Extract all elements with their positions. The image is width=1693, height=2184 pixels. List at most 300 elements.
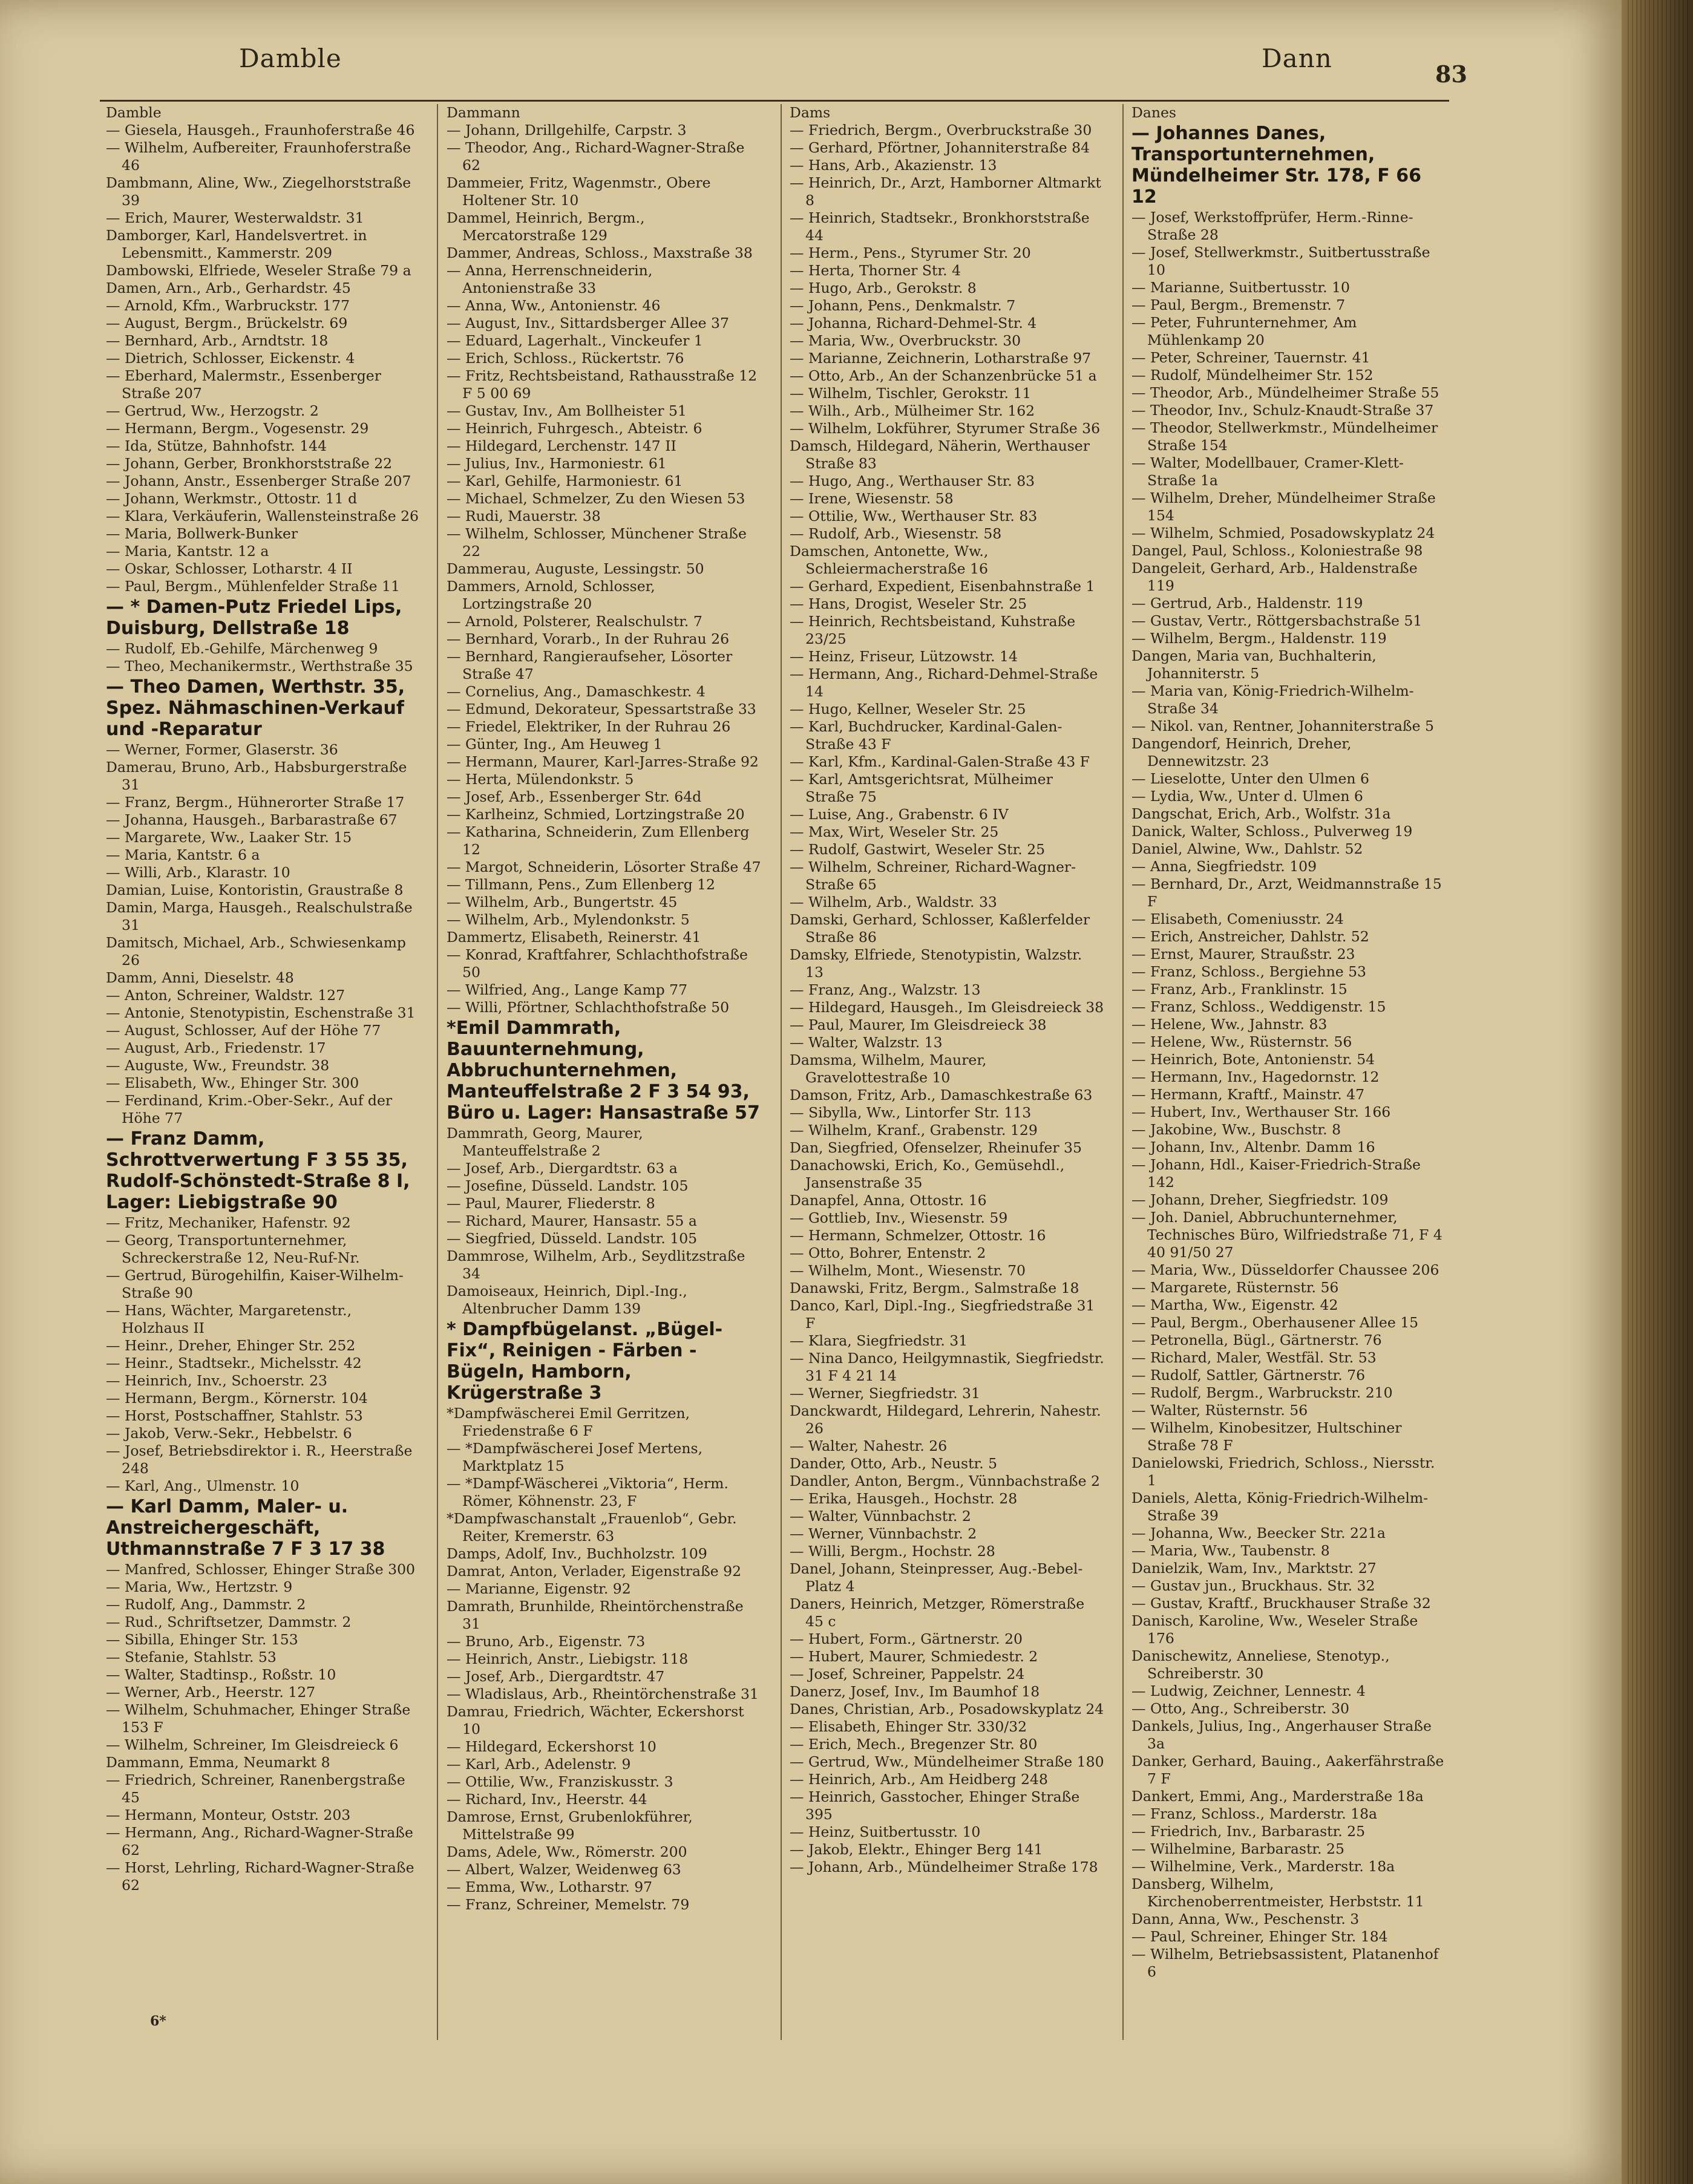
directory-entry: — Eduard, Lagerhalt., Vinckeufer 1 <box>447 332 703 349</box>
directory-entry: Damitsch, Michael, Arb., Schwiesenkamp 26 <box>106 934 406 969</box>
column-divider <box>781 104 782 2040</box>
directory-entry: Damsma, Wilhelm, Maurer, Gravelottestraße 10 <box>790 1051 987 1086</box>
directory-entry: — Johanna, Ww., Beecker Str. 221a <box>1131 1525 1386 1542</box>
directory-entry: — August, Bergm., Brückelstr. 69 <box>106 315 348 332</box>
directory-entry: — Werner, Vünnbachstr. 2 <box>790 1525 977 1542</box>
directory-entry: — Hans, Wächter, Margaretenstr., Holzhaus II <box>106 1302 352 1336</box>
directory-entry: Damoiseaux, Heinrich, Dipl.-Ing., Altenbrucher Damm 139 <box>447 1283 687 1317</box>
directory-entry: — Max, Wirt, Weseler Str. 25 <box>790 823 999 840</box>
directory-entry: — Cornelius, Ang., Damaschkestr. 4 <box>447 683 706 700</box>
directory-entry: — Emma, Ww., Lotharstr. 97 <box>447 1878 653 1895</box>
directory-entry: — Johann, Pens., Denkmalstr. 7 <box>790 297 1016 314</box>
directory-entry: — Michael, Schmelzer, Zu den Wiesen 53 <box>447 490 745 507</box>
directory-entry: Dammann, Emma, Neumarkt 8 <box>106 1754 330 1771</box>
directory-entry: — Josef, Werkstoffprüfer, Herm.-Rinne-Straße 28 <box>1131 209 1413 243</box>
directory-entry: Dambmann, Aline, Ww., Ziegelhorststraße 39 <box>106 174 411 209</box>
directory-entry: Dammers, Arnold, Schlosser, Lortzingstraße 20 <box>447 578 655 612</box>
directory-entry: — Johann, Arb., Mündelheimer Straße 178 <box>790 1859 1098 1875</box>
directory-entry: — Wilfried, Ang., Lange Kamp 77 <box>447 981 688 998</box>
directory-entry: — Margot, Schneiderin, Lösorter Straße 47 <box>447 858 761 875</box>
directory-entry: Dander, Otto, Arb., Neustr. 5 <box>790 1455 998 1472</box>
directory-entry: — Gottlieb, Inv., Wiesenstr. 59 <box>790 1209 1008 1226</box>
directory-entry: Damrath, Brunhilde, Rheintörchenstraße 31 <box>447 1598 744 1632</box>
directory-entry: Damble <box>106 104 162 121</box>
directory-entry: — Klara, Siegfriedstr. 31 <box>790 1332 968 1349</box>
directory-entry: — Luise, Ang., Grabenstr. 6 IV <box>790 806 1009 823</box>
directory-entry: — Helene, Ww., Jahnstr. 83 <box>1131 1016 1328 1033</box>
directory-entry: Damrau, Friedrich, Wächter, Eckershorst 10 <box>447 1703 744 1738</box>
directory-entry: — Johann, Dreher, Siegfriedstr. 109 <box>1131 1191 1389 1208</box>
directory-entry: — Giesela, Hausgeh., Fraunhoferstraße 46 <box>106 122 415 139</box>
directory-entry: — Ernst, Maurer, Straußstr. 23 <box>1131 946 1355 963</box>
directory-entry: — Willi, Pförtner, Schlachthofstraße 50 <box>447 999 730 1016</box>
directory-entry: — Bernhard, Rangieraufseher, Lösorter Straße 47 <box>447 648 733 682</box>
directory-entry: — Wilhelm, Tischler, Gerokstr. 11 <box>790 385 1032 402</box>
directory-entry: — Hubert, Maurer, Schmiedestr. 2 <box>790 1648 1038 1665</box>
directory-entry: — Friedrich, Inv., Barbarastr. 25 <box>1131 1823 1366 1840</box>
directory-entry: — Tillmann, Pens., Zum Ellenberg 12 <box>447 876 716 893</box>
directory-entry: Dangschat, Erich, Arb., Wolfstr. 31a <box>1131 805 1391 822</box>
directory-entry: — Stefanie, Stahlstr. 53 <box>106 1649 277 1666</box>
directory-entry: Dammrose, Wilhelm, Arb., Seydlitzstraße 34 <box>447 1247 745 1282</box>
directory-entry: — Herta, Thorner Str. 4 <box>790 262 961 279</box>
directory-entry: Danco, Karl, Dipl.-Ing., Siegfriedstraße 31 F <box>790 1297 1095 1332</box>
directory-entry: Daniel, Alwine, Ww., Dahlstr. 52 <box>1131 840 1363 857</box>
directory-entry: — Rudolf, Gastwirt, Weseler Str. 25 <box>790 841 1046 858</box>
directory-entry: — Nikol. van, Rentner, Johanniterstraße 5 <box>1131 718 1434 734</box>
directory-entry: — Eberhard, Malermstr., Essenberger Straße 207 <box>106 367 381 402</box>
directory-entry: — Franz, Schloss., Weddigenstr. 15 <box>1131 998 1386 1015</box>
directory-entry: — Walter, Vünnbachstr. 2 <box>790 1508 971 1525</box>
directory-entry: — Gertrud, Ww., Mündelheimer Straße 180 <box>790 1753 1104 1770</box>
directory-entry: — Gertrud, Arb., Haldenstr. 119 <box>1131 595 1363 612</box>
directory-entry: — Antonie, Stenotypistin, Eschenstraße 31 <box>106 1004 416 1021</box>
directory-entry: — Richard, Inv., Heerstr. 44 <box>447 1791 647 1808</box>
directory-entry: — Joh. Daniel, Abbruchunternehmer, Technisches Büro, Wilfriedstraße 71, F 4 40 91/50 27 <box>1131 1209 1442 1261</box>
directory-entry: — Johann, Drillgehilfe, Carpstr. 3 <box>447 122 687 139</box>
directory-entry: — Wilh., Arb., Mülheimer Str. 162 <box>790 402 1035 419</box>
printer-signature: 6* <box>150 2013 166 2029</box>
directory-entry: — Hermann, Schmelzer, Ottostr. 16 <box>790 1227 1046 1244</box>
directory-entry: Dammann <box>447 104 520 121</box>
directory-entry: — Jakob, Verw.-Sekr., Hebbelstr. 6 <box>106 1425 352 1442</box>
directory-entry: — Johann, Anstr., Essenberger Straße 207 <box>106 472 411 489</box>
running-head-right: Dann <box>1262 44 1332 73</box>
directory-entry: — Willi, Bergm., Hochstr. 28 <box>790 1543 995 1560</box>
directory-entry: Danick, Walter, Schloss., Pulverweg 19 <box>1131 823 1413 840</box>
directory-column-3 <box>790 104 1104 2088</box>
directory-entry: — Wilhelm, Schmied, Posadowskyplatz 24 <box>1131 525 1435 541</box>
directory-entry: Danisch, Karoline, Ww., Weseler Straße 176 <box>1131 1612 1418 1647</box>
directory-entry: Damen, Arn., Arb., Gerhardstr. 45 <box>106 280 351 296</box>
directory-entry: Dammrath, Georg, Maurer, Manteuffelstraße 2 <box>447 1125 643 1159</box>
directory-column-2 <box>447 104 761 2088</box>
directory-entry: — Margarete, Ww., Laaker Str. 15 <box>106 829 352 846</box>
directory-entry: — Hans, Arb., Akazienstr. 13 <box>790 157 997 174</box>
directory-entry: — Hildegard, Hausgeh., Im Gleisdreieck 38 <box>790 999 1104 1016</box>
directory-entry: * Dampfbügelanst. „Bügel-Fix“, Reinigen - Färben - Bügeln, Hamborn, Krügerstraße 3 <box>447 1319 723 1404</box>
directory-entry: — Gustav, Vertr., Röttgersbachstraße 51 <box>1131 612 1423 629</box>
directory-entry: — Johann, Werkmstr., Ottostr. 11 d <box>106 490 358 507</box>
directory-entry: — Johanna, Hausgeh., Barbarastraße 67 <box>106 811 398 828</box>
directory-entry: — Franz, Schreiner, Memelstr. 79 <box>447 1896 690 1913</box>
directory-entry: — Nina Danco, Heilgymnastik, Siegfriedstr. 31 F 4 21 14 <box>790 1350 1104 1384</box>
directory-entry: — Karlheinz, Schmied, Lortzingstraße 20 <box>447 806 745 823</box>
directory-entry: Dangel, Paul, Schloss., Koloniestraße 98 <box>1131 542 1423 559</box>
directory-entry: — Maria, Ww., Taubenstr. 8 <box>1131 1542 1330 1559</box>
directory-entry: — Maria, Ww., Düsseldorfer Chaussee 206 <box>1131 1261 1439 1278</box>
directory-entry: — *Dampfwäscherei Josef Mertens, Marktplatz 15 <box>447 1440 703 1474</box>
directory-entry: — Heinrich, Arb., Am Heidberg 248 <box>790 1771 1048 1788</box>
directory-entry: Danerz, Josef, Inv., Im Baumhof 18 <box>790 1683 1040 1700</box>
directory-entry: — Josef, Arb., Diergardtstr. 47 <box>447 1668 665 1685</box>
column-divider <box>437 104 438 2040</box>
directory-entry: — Klara, Verkäuferin, Wallensteinstraße 26 <box>106 508 419 525</box>
directory-entry: — Arnold, Polsterer, Realschulstr. 7 <box>447 613 702 630</box>
directory-entry: — Theo, Mechanikermstr., Werthstraße 35 <box>106 658 413 675</box>
directory-entry: — Peter, Fuhrunternehmer, Am Mühlenkamp 20 <box>1131 314 1357 348</box>
directory-entry: Damski, Gerhard, Schlosser, Kaßlerfelder Straße 86 <box>790 911 1090 946</box>
directory-entry: — Josef, Schreiner, Pappelstr. 24 <box>790 1666 1025 1682</box>
directory-entry: — Ludwig, Zeichner, Lennestr. 4 <box>1131 1682 1366 1699</box>
directory-entry: — Friedrich, Bergm., Overbruckstraße 30 <box>790 122 1092 139</box>
directory-entry: — Otto, Ang., Schreiberstr. 30 <box>1131 1700 1350 1717</box>
directory-entry: — Gertrud, Ww., Herzogstr. 2 <box>106 402 319 419</box>
directory-entry: — Walter, Modellbauer, Cramer-Klett-Straße 1a <box>1131 454 1404 489</box>
directory-entry: — Friedrich, Schreiner, Ranenbergstraße 45 <box>106 1771 405 1806</box>
directory-entry: — Johannes Danes, Transportunternehmen, Mündelheimer Str. 178, F 66 12 <box>1131 123 1421 208</box>
directory-entry: — Edmund, Dekorateur, Spessartstraße 33 <box>447 701 756 718</box>
directory-entry: — August, Schlosser, Auf der Höhe 77 <box>106 1022 381 1039</box>
directory-entry: Damin, Marga, Hausgeh., Realschulstraße 31 <box>106 899 413 933</box>
directory-entry: — Wilhelm, Bergm., Haldenstr. 119 <box>1131 630 1387 647</box>
directory-entry: — Walter, Rüsternstr. 56 <box>1131 1402 1308 1419</box>
directory-entry: — Wladislaus, Arb., Rheintörchenstraße 31 <box>447 1685 759 1702</box>
page-edge-lines <box>1628 0 1688 2184</box>
directory-entry: — Anna, Ww., Antonienstr. 46 <box>447 297 661 314</box>
directory-entry: — Karl, Kfm., Kardinal-Galen-Straße 43 F <box>790 753 1090 770</box>
directory-entry: — Wilhelm, Arb., Mylendonkstr. 5 <box>447 911 690 928</box>
directory-entry: — Josef, Arb., Essenberger Str. 64d <box>447 788 702 805</box>
directory-entry: — Fritz, Rechtsbeistand, Rathausstraße 12 F 5 00 69 <box>447 367 758 402</box>
directory-entry: Dangen, Maria van, Buchhalterin, Johanniterstr. 5 <box>1131 647 1377 682</box>
directory-entry: — Elisabeth, Ww., Ehinger Str. 300 <box>106 1074 359 1091</box>
directory-entry: — Martha, Ww., Eigenstr. 42 <box>1131 1296 1338 1313</box>
directory-entry: — Otto, Arb., An der Schanzenbrücke 51 a <box>790 367 1097 384</box>
directory-entry: Danachowski, Erich, Ko., Gemüsehdl., Jansenstraße 35 <box>790 1157 1065 1191</box>
directory-entry: — Wilhelm, Arb., Bungertstr. 45 <box>447 894 678 911</box>
directory-entry: — Hubert, Inv., Werthauser Str. 166 <box>1131 1103 1391 1120</box>
directory-entry: — Wilhelm, Aufbereiter, Fraunhoferstraße 46 <box>106 139 411 174</box>
directory-entry: — Rud., Schriftsetzer, Dammstr. 2 <box>106 1613 352 1630</box>
directory-entry: — Heinrich, Stadtsekr., Bronkhorststraße 44 <box>790 209 1090 244</box>
directory-entry: — Theodor, Ang., Richard-Wagner-Straße 62 <box>447 139 745 174</box>
directory-entry: Dankels, Julius, Ing., Angerhauser Straße 3a <box>1131 1718 1432 1752</box>
directory-entry: — Oskar, Schlosser, Lotharstr. 4 II <box>106 560 353 577</box>
directory-entry: — Gerhard, Pförtner, Johanniterstraße 84 <box>790 139 1090 156</box>
directory-entry: — Karl Damm, Maler- u. Anstreichergeschäft, Uthmannstraße 7 F 3 17 38 <box>106 1496 385 1560</box>
directory-entry: — Ferdinand, Krim.-Ober-Sekr., Auf der Höhe 77 <box>106 1092 393 1126</box>
directory-entry: — Günter, Ing., Am Heuweg 1 <box>447 736 663 753</box>
directory-entry: — Heinrich, Gasstocher, Ehinger Straße 395 <box>790 1788 1080 1823</box>
directory-entry: — Heinrich, Fuhrgesch., Abteistr. 6 <box>447 420 702 437</box>
directory-column-4 <box>1131 104 1446 2088</box>
directory-entry: — Julius, Inv., Harmoniestr. 61 <box>447 455 667 472</box>
directory-entry: — Rudolf, Sattler, Gärtnerstr. 76 <box>1131 1367 1366 1384</box>
directory-entry: *Dampfwaschanstalt „Frauenlob“, Gebr. Reiter, Kremerstr. 63 <box>447 1510 737 1545</box>
directory-entry: — August, Inv., Sittardsberger Allee 37 <box>447 315 729 332</box>
directory-entry: — Irene, Wiesenstr. 58 <box>790 490 954 507</box>
directory-entry: — Arnold, Kfm., Warbruckstr. 177 <box>106 297 350 314</box>
directory-entry: — Gustav jun., Bruckhaus. Str. 32 <box>1131 1577 1375 1594</box>
directory-entry: — Theo Damen, Werthstr. 35, Spez. Nähmaschinen-Verkauf und -Reparatur <box>106 676 405 740</box>
directory-entry: — Karl, Amtsgerichtsrat, Mülheimer Straße 75 <box>790 771 1053 805</box>
directory-entry: — Peter, Schreiner, Tauernstr. 41 <box>1131 349 1370 366</box>
directory-entry: — Maria, Bollwerk-Bunker <box>106 525 298 542</box>
directory-entry: — Heinrich, Anstr., Liebigstr. 118 <box>447 1650 689 1667</box>
directory-entry: — Johanna, Richard-Dehmel-Str. 4 <box>790 315 1037 332</box>
directory-entry: — Wilhelm, Schuhmacher, Ehinger Straße 153 F <box>106 1701 411 1736</box>
directory-entry: — Hermann, Bergm., Vogesenstr. 29 <box>106 420 369 437</box>
directory-entry: — Marianne, Eigenstr. 92 <box>447 1580 631 1597</box>
directory-entry: — Franz Damm, Schrottverwertung F 3 55 35, Rudolf-Schönstedt-Straße 8 I, Lager: Liebigstraße 90 <box>106 1128 410 1213</box>
directory-entry: — Werner, Siegfriedstr. 31 <box>790 1385 980 1402</box>
directory-entry: — Wilhelm, Schreiner, Richard-Wagner-Straße 65 <box>790 858 1076 893</box>
directory-entry: Danischewitz, Anneliese, Stenotyp., Schreiberstr. 30 <box>1131 1647 1390 1682</box>
directory-entry: Danapfel, Anna, Ottostr. 16 <box>790 1192 987 1209</box>
directory-entry: — Friedel, Elektriker, In der Ruhrau 26 <box>447 718 731 735</box>
directory-entry: — Maria, Kantstr. 12 a <box>106 543 269 560</box>
directory-entry: Danker, Gerhard, Bauing., Aakerfährstraße 7 F <box>1131 1753 1444 1787</box>
directory-entry: — Paul, Schreiner, Ehinger Str. 184 <box>1131 1928 1388 1945</box>
directory-entry: — Lieselotte, Unter den Ulmen 6 <box>1131 770 1369 787</box>
directory-entry: Danielzik, Wam, Inv., Marktstr. 27 <box>1131 1560 1377 1577</box>
directory-entry: — Werner, Arb., Heerstr. 127 <box>106 1684 316 1701</box>
directory-entry: — Hermann, Monteur, Oststr. 203 <box>106 1806 351 1823</box>
directory-entry: — Gertrud, Bürogehilfin, Kaiser-Wilhelm-Straße 90 <box>106 1267 404 1301</box>
directory-entry: Danielowski, Friedrich, Schloss., Niersstr. 1 <box>1131 1454 1435 1489</box>
directory-entry: — Richard, Maler, Westfäl. Str. 53 <box>1131 1349 1377 1366</box>
directory-entry: — Paul, Maurer, Im Gleisdreieck 38 <box>790 1016 1047 1033</box>
directory-entry: — Hermann, Ang., Richard-Dehmel-Straße 14 <box>790 665 1098 700</box>
directory-entry: — Konrad, Kraftfahrer, Schlachthofstraße 50 <box>447 946 748 981</box>
directory-entry: — Bernhard, Vorarb., In der Ruhrau 26 <box>447 630 730 647</box>
directory-entry: Damerau, Bruno, Arb., Habsburgerstraße 31 <box>106 759 407 793</box>
directory-entry: Dangeleit, Gerhard, Arb., Haldenstraße 119 <box>1131 560 1418 594</box>
directory-entry: — Rudolf, Bergm., Warbruckstr. 210 <box>1131 1384 1393 1401</box>
directory-entry: — Rudolf, Eb.-Gehilfe, Märchenweg 9 <box>106 640 378 657</box>
directory-entry: — Albert, Walzer, Weidenweg 63 <box>447 1861 681 1878</box>
directory-entry: Dandler, Anton, Bergm., Vünnbachstraße 2 <box>790 1473 1100 1489</box>
directory-entry: — Josefine, Düsseld. Landstr. 105 <box>447 1177 689 1194</box>
directory-entry: — Sibilla, Ehinger Str. 153 <box>106 1631 298 1648</box>
directory-entry: — Maria, Ww., Overbruckstr. 30 <box>790 332 1021 349</box>
directory-entry: — Elisabeth, Ehinger Str. 330/32 <box>790 1718 1027 1735</box>
directory-entry: *Emil Dammrath, Bauunternehmung, Abbruchunternehmen, Manteuffelstraße 2 F 3 54 93, Büro u. Lager: Hansastraße 57 <box>447 1018 760 1123</box>
directory-entry: — Walter, Walzstr. 13 <box>790 1034 943 1051</box>
directory-entry: — Rudolf, Mündelheimer Str. 152 <box>1131 367 1374 384</box>
directory-entry: — Manfred, Schlosser, Ehinger Straße 300 <box>106 1561 415 1578</box>
directory-entry: — Hans, Drogist, Weseler Str. 25 <box>790 595 1027 612</box>
directory-entry: — Johann, Gerber, Bronkhorststraße 22 <box>106 455 393 472</box>
directory-entry: — Maria, Ww., Hertzstr. 9 <box>106 1578 293 1595</box>
page-number: 83 <box>1435 60 1467 88</box>
directory-entry: — Siegfried, Düsseld. Landstr. 105 <box>447 1230 698 1247</box>
directory-entry: Dammerau, Auguste, Lessingstr. 50 <box>447 560 704 577</box>
directory-entry: — Gerhard, Expedient, Eisenbahnstraße 1 <box>790 578 1095 595</box>
directory-entry: — Rudolf, Ang., Dammstr. 2 <box>106 1596 306 1613</box>
directory-entry: — Josef, Arb., Diergardtstr. 63 a <box>447 1160 678 1177</box>
directory-entry: Danckwardt, Hildegard, Lehrerin, Nahestr. 26 <box>790 1402 1101 1437</box>
directory-entry: — Rudi, Mauerstr. 38 <box>447 508 601 525</box>
directory-entry: — Richard, Maurer, Hansastr. 55 a <box>447 1212 697 1229</box>
directory-entry: — Wilhelm, Mont., Wiesenstr. 70 <box>790 1262 1026 1279</box>
directory-entry: — Ottilie, Ww., Franziskusstr. 3 <box>447 1773 673 1790</box>
directory-entry: — Lydia, Ww., Unter d. Ulmen 6 <box>1131 788 1363 805</box>
directory-entry: — Petronella, Bügl., Gärtnerstr. 76 <box>1131 1332 1382 1349</box>
directory-entry: — Wilhelm, Arb., Waldstr. 33 <box>790 894 997 911</box>
directory-entry: Dansberg, Wilhelm, Kirchenoberrentmeister, Herbststr. 11 <box>1131 1875 1424 1910</box>
header-rule <box>100 100 1449 102</box>
directory-entry: Damsch, Hildegard, Näherin, Werthauser Straße 83 <box>790 437 1090 472</box>
directory-entry: Dankert, Emmi, Ang., Marderstraße 18a <box>1131 1788 1424 1805</box>
directory-entry: Damsky, Elfriede, Stenotypistin, Walzstr. 13 <box>790 946 1082 981</box>
running-head-left: Damble <box>239 44 342 73</box>
directory-entry: — Horst, Lehrling, Richard-Wagner-Straße 62 <box>106 1859 414 1894</box>
directory-entry: Danawski, Fritz, Bergm., Salmstraße 18 <box>790 1280 1079 1296</box>
directory-entry: — Hugo, Ang., Werthauser Str. 83 <box>790 472 1035 489</box>
directory-entry: — Heinrich, Inv., Schoerstr. 23 <box>106 1372 328 1389</box>
directory-entry: — Bruno, Arb., Eigenstr. 73 <box>447 1633 646 1650</box>
directory-entry: Danel, Johann, Steinpresser, Aug.-Bebel-Platz 4 <box>790 1560 1083 1595</box>
directory-entry: — Georg, Transportunternehmer, Schreckerstraße 12, Neu-Ruf-Nr. <box>106 1232 360 1266</box>
directory-entry: — Erich, Anstreicher, Dahlstr. 52 <box>1131 928 1369 945</box>
directory-entry: — Wilhelm, Lokführer, Styrumer Straße 36 <box>790 420 1101 437</box>
directory-entry: — Franz, Schloss., Bergiehne 53 <box>1131 963 1366 980</box>
directory-entry: — Heinz, Friseur, Lützowstr. 14 <box>790 648 1018 665</box>
directory-entry: — Margarete, Rüsternstr. 56 <box>1131 1279 1339 1296</box>
directory-entry: *Dampfwäscherei Emil Gerritzen, Friedenstraße 6 F <box>447 1405 690 1439</box>
directory-entry: — Wilhelm, Dreher, Mündelheimer Straße 154 <box>1131 489 1436 524</box>
directory-entry: — Otto, Bohrer, Entenstr. 2 <box>790 1244 986 1261</box>
directory-entry: — Johann, Inv., Altenbr. Damm 16 <box>1131 1139 1375 1156</box>
directory-entry: Danes <box>1131 104 1176 121</box>
directory-entry: Dams <box>790 104 831 121</box>
directory-entry: — Elisabeth, Comeniusstr. 24 <box>1131 911 1344 927</box>
directory-entry: Damm, Anni, Dieselstr. 48 <box>106 969 294 986</box>
directory-entry: — Franz, Ang., Walzstr. 13 <box>790 981 981 998</box>
directory-entry: — Gustav, Inv., Am Bollheister 51 <box>447 402 687 419</box>
directory-entry: — Hildegard, Lerchenstr. 147 II <box>447 437 676 454</box>
directory-entry: — Hermann, Maurer, Karl-Jarres-Straße 92 <box>447 753 759 770</box>
directory-entry: — Hermann, Kraftf., Mainstr. 47 <box>1131 1086 1365 1103</box>
directory-entry: — Anna, Herrenschneiderin, Antonienstraße 33 <box>447 262 653 296</box>
directory-entry: — Rudolf, Arb., Wiesenstr. 58 <box>790 525 1002 542</box>
directory-entry: — Karl, Arb., Adelenstr. 9 <box>447 1756 631 1773</box>
directory-entry: — Jakob, Elektr., Ehinger Berg 141 <box>790 1841 1043 1858</box>
directory-column-1 <box>106 104 421 2088</box>
directory-entry: — Maria van, König-Friedrich-Wilhelm-Straße 34 <box>1131 682 1414 717</box>
directory-entry: — Paul, Bergm., Mühlenfelder Straße 11 <box>106 578 400 595</box>
directory-entry: Damson, Fritz, Arb., Damaschkestraße 63 <box>790 1087 1093 1103</box>
directory-entry: Dann, Anna, Ww., Peschenstr. 3 <box>1131 1911 1360 1927</box>
directory-entry: — Franz, Schloss., Marderstr. 18a <box>1131 1805 1378 1822</box>
directory-entry: — Fritz, Mechaniker, Hafenstr. 92 <box>106 1214 351 1231</box>
directory-entry: — Walter, Stadtinsp., Roßstr. 10 <box>106 1666 336 1683</box>
directory-entry: — Bernhard, Dr., Arzt, Weidmannstraße 15 F <box>1131 875 1442 910</box>
directory-entry: — Maria, Kantstr. 6 a <box>106 846 260 863</box>
directory-entry: — Wilhelm, Schreiner, Im Gleisdreieck 6 <box>106 1736 399 1753</box>
directory-entry: — Anton, Schreiner, Waldstr. 127 <box>106 987 345 1004</box>
directory-entry: — Helene, Ww., Rüsternstr. 56 <box>1131 1033 1352 1050</box>
directory-entry: — Marianne, Zeichnerin, Lotharstraße 97 <box>790 350 1092 367</box>
directory-entry: — Paul, Bergm., Bremenstr. 7 <box>1131 296 1346 313</box>
directory-entry: — Dietrich, Schlosser, Eickenstr. 4 <box>106 350 355 367</box>
directory-entry: Damschen, Antonette, Ww., Schleiermacherstraße 16 <box>790 543 989 577</box>
directory-entry: — Ida, Stütze, Bahnhofstr. 144 <box>106 437 327 454</box>
directory-entry: — Katharina, Schneiderin, Zum Ellenberg 12 <box>447 823 750 858</box>
directory-entry: — Jakobine, Ww., Buschstr. 8 <box>1131 1121 1341 1138</box>
directory-entry: — Erika, Hausgeh., Hochstr. 28 <box>790 1490 1018 1507</box>
directory-entry: Dammeier, Fritz, Wagenmstr., Obere Holtener Str. 10 <box>447 174 711 209</box>
directory-entry: Dangendorf, Heinrich, Dreher, Dennewitzstr. 23 <box>1131 735 1352 770</box>
directory-entry: — Paul, Bergm., Oberhausener Allee 15 <box>1131 1314 1419 1331</box>
directory-entry: — Wilhelm, Kinobesitzer, Hultschiner Straße 78 F <box>1131 1419 1402 1454</box>
directory-entry: Dambowski, Elfriede, Weseler Straße 79 a <box>106 262 411 279</box>
directory-entry: Danes, Christian, Arb., Posadowskyplatz 24 <box>790 1701 1104 1718</box>
directory-entry: — Horst, Postschaffner, Stahlstr. 53 <box>106 1407 363 1424</box>
column-divider <box>1122 104 1124 2040</box>
directory-entry: — Heinrich, Bote, Antonienstr. 54 <box>1131 1051 1375 1068</box>
directory-entry: Damrat, Anton, Verlader, Eigenstraße 92 <box>447 1563 742 1580</box>
directory-entry: Daniels, Aletta, König-Friedrich-Wilhelm-Straße 39 <box>1131 1489 1429 1524</box>
directory-entry: — Herm., Pens., Styrumer Str. 20 <box>790 244 1031 261</box>
directory-entry: — Wilhelm, Kranf., Grabenstr. 129 <box>790 1122 1038 1139</box>
directory-entry: — Erich, Schloss., Rückertstr. 76 <box>447 350 684 367</box>
directory-entry: Damps, Adolf, Inv., Buchholzstr. 109 <box>447 1545 707 1562</box>
directory-entry: — Heinrich, Rechtsbeistand, Kuhstraße 23/25 <box>790 613 1076 647</box>
directory-entry: — Theodor, Stellwerkmstr., Mündelheimer Straße 154 <box>1131 419 1438 454</box>
directory-entry: — Marianne, Suitbertusstr. 10 <box>1131 279 1350 296</box>
directory-entry: — Anna, Siegfriedstr. 109 <box>1131 858 1317 875</box>
directory-entry: — Wilhelmine, Verk., Marderstr. 18a <box>1131 1858 1395 1875</box>
directory-entry: — Hildegard, Eckershorst 10 <box>447 1738 657 1755</box>
directory-entry: — Wilhelm, Betriebsassistent, Platanenhof 6 <box>1131 1946 1439 1980</box>
directory-entry: — Theodor, Inv., Schulz-Knaudt-Straße 37 <box>1131 402 1434 419</box>
directory-entry: — Auguste, Ww., Freundstr. 38 <box>106 1057 330 1074</box>
directory-entry: — Herta, Mülendonkstr. 5 <box>447 771 634 788</box>
directory-entry: — Willi, Arb., Klarastr. 10 <box>106 864 290 881</box>
directory-entry: — Franz, Arb., Franklinstr. 15 <box>1131 981 1348 998</box>
directory-entry: — Johann, Hdl., Kaiser-Friedrich-Straße 142 <box>1131 1156 1421 1191</box>
directory-entry: — Walter, Nahestr. 26 <box>790 1437 948 1454</box>
directory-entry: Damborger, Karl, Handelsvertret. in Lebensmitt., Kammerstr. 209 <box>106 227 367 261</box>
directory-entry: — Gustav, Kraftf., Bruckhauser Straße 32 <box>1131 1595 1431 1612</box>
directory-entry: Dammertz, Elisabeth, Reinerstr. 41 <box>447 929 701 946</box>
directory-entry: — Karl, Gehilfe, Harmoniestr. 61 <box>447 472 683 489</box>
directory-entry: Dammer, Andreas, Schloss., Maxstraße 38 <box>447 244 753 261</box>
directory-entry: — Hermann, Inv., Hagedornstr. 12 <box>1131 1068 1380 1085</box>
directory-entry: — Wilhelmine, Barbarastr. 25 <box>1131 1840 1344 1857</box>
directory-entry: — Heinr., Stadtsekr., Michelsstr. 42 <box>106 1355 362 1372</box>
directory-entry: Daners, Heinrich, Metzger, Römerstraße 45 c <box>790 1595 1085 1630</box>
directory-entry: — *Dampf-Wäscherei „Viktoria“, Herm. Römer, Köhnenstr. 23, F <box>447 1475 729 1509</box>
directory-entry: — Josef, Betriebsdirektor i. R., Heerstraße 248 <box>106 1442 413 1477</box>
directory-entry: — Franz, Bergm., Hühnerorter Straße 17 <box>106 794 405 811</box>
directory-entry: Dams, Adele, Ww., Römerstr. 200 <box>447 1843 687 1860</box>
directory-entry: Damrose, Ernst, Grubenlokführer, Mittelstraße 99 <box>447 1808 693 1843</box>
directory-entry: — Hubert, Form., Gärtnerstr. 20 <box>790 1630 1023 1647</box>
